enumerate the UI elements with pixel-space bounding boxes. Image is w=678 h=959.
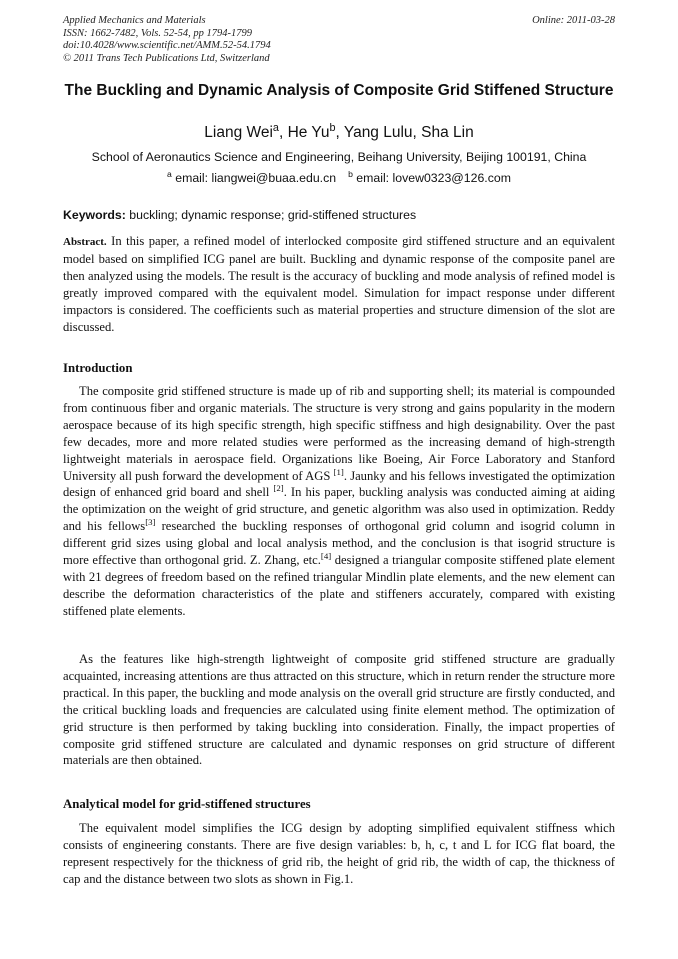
paragraph-text: . In his paper, buckling analysis was conducted aiming at aiding the optimization on the weight of grid structure, and genetic algorithm was also used in optimization. Reddy and his fellows xyxy=(63,485,615,534)
journal-header xyxy=(63,15,615,65)
keywords-label: Keywords: xyxy=(63,208,126,222)
paragraph-text: designed a triangular composite stiffened plate element with 21 degrees of freedom based on the refined triangular Mindlin plate elements, and the new element can describe the deformation characteristics of the plate and stiffeners accurately, compared with existing stiffened plate elements. xyxy=(63,553,615,618)
author-list xyxy=(63,123,615,143)
abstract-label: Abstract. xyxy=(63,236,107,248)
introduction-paragraph-1 xyxy=(63,383,615,620)
author-emails xyxy=(63,170,615,186)
citation-ref: [2] xyxy=(273,483,284,494)
citation-ref: [3] xyxy=(145,517,156,528)
section-heading-introduction: Introduction xyxy=(63,361,133,375)
email-mark: b xyxy=(348,168,353,179)
abstract xyxy=(63,233,615,335)
paper-title: The Buckling and Dynamic Analysis of Composite Grid Stiffened Structure xyxy=(64,82,614,99)
introduction-paragraph-2: As the features like high-strength lightweight of composite grid stiffened structure are gradually acquainted, increasing attentions are thus attracted on this structure, which in return render the structure more practical. In this paper, the buckling and mode analysis on the overall grid structure are firstly conducted, and the critical buckling loads and frequencies are calculated using finite element method. The optimization of grid structure is then performed by taking buckling into consideration. Finally, the impact properties of composite grid stiffened structure are calculated and dynamic responses on grid structure of different materials are then obtained. xyxy=(63,652,615,768)
affiliation: School of Aeronautics Science and Engineering, Beihang University, Beijing 100191, China xyxy=(91,150,587,164)
journal-name: Applied Mechanics and Materials xyxy=(63,15,206,26)
citation-ref: [1] xyxy=(333,466,344,477)
online-date: Online: 2011-03-28 xyxy=(532,15,615,26)
author-affiliation-mark: a xyxy=(272,121,279,134)
abstract-text: In this paper, a refined model of interlocked composite gird stiffened structure and an equivalent model based on simplified ICG panel are built. Buckling and dynamic response of the composite panel are then analyzed using the models. The result is the accuracy of buckling and mode analysis of refined model is greatly improved compared with the equivalent model. Simulation for impact response under different impactors is considered. The coefficients such as material properties and structure dimension of the slot are discussed. xyxy=(63,234,615,334)
keywords-text: buckling; dynamic response; grid-stiffened structures xyxy=(125,208,417,222)
issn-line: ISSN: 1662-7482, Vols. 52-54, pp 1794-1799 xyxy=(63,27,252,39)
paragraph-text: The composite grid stiffened structure is made up of rib and supporting shell; its material is compounded from continuous fiber and organic materials. The structure is very strong and gains popularity in the modern aerospace because of its high specific strength, high specific stiffness and high designability. Over the past few decades, more and more related studies were performed as the increasing demand of high-strength lightweight materials in aerospace field. Organizations like Boeing, Air Force Laboratory and Stanford University all push forward the development of AGS xyxy=(63,384,615,483)
author-name: , Yang Lulu, Sha Lin xyxy=(335,124,474,141)
author-name: Liang Wei xyxy=(204,124,273,141)
author-affiliation-mark: b xyxy=(329,121,336,134)
author-name: , He Yu xyxy=(278,124,330,141)
analytical-paragraph-1: The equivalent model simplifies the ICG design by adopting simplified equivalent stiffness which consists of engineering constants. There are five design variables: b, h, c, t and L for ICG flat board, the represent respectively for the thickness of grid rib, the height of grid rib, the width of cap, the thickness of cap and the distance between two slots as shown in Fig.1. xyxy=(63,821,615,886)
keywords xyxy=(63,207,615,223)
section-heading-analytical-model: Analytical model for grid-stiffened structures xyxy=(63,797,311,811)
email-a: email: liangwei@buaa.edu.cn xyxy=(171,171,337,185)
email-b: email: lovew0323@126.com xyxy=(352,171,511,185)
copyright-line: © 2011 Trans Tech Publications Ltd, Switzerland xyxy=(63,52,270,64)
email-mark: a xyxy=(167,168,172,179)
citation-ref: [4] xyxy=(320,550,332,561)
doi-line: doi:10.4028/www.scientific.net/AMM.52-54.1794 xyxy=(63,40,271,52)
paragraph-text: researched the buckling responses of orthogonal grid column and isogrid column in different grid sizes using global and local analysis method, and the conclusion is that isogrid structure is more effective than orthogonal grid. Z. Zhang, etc. xyxy=(63,519,615,568)
paragraph-text: . Jaunky and his fellows investigated the optimization design of enhanced grid board and shell xyxy=(63,468,616,500)
